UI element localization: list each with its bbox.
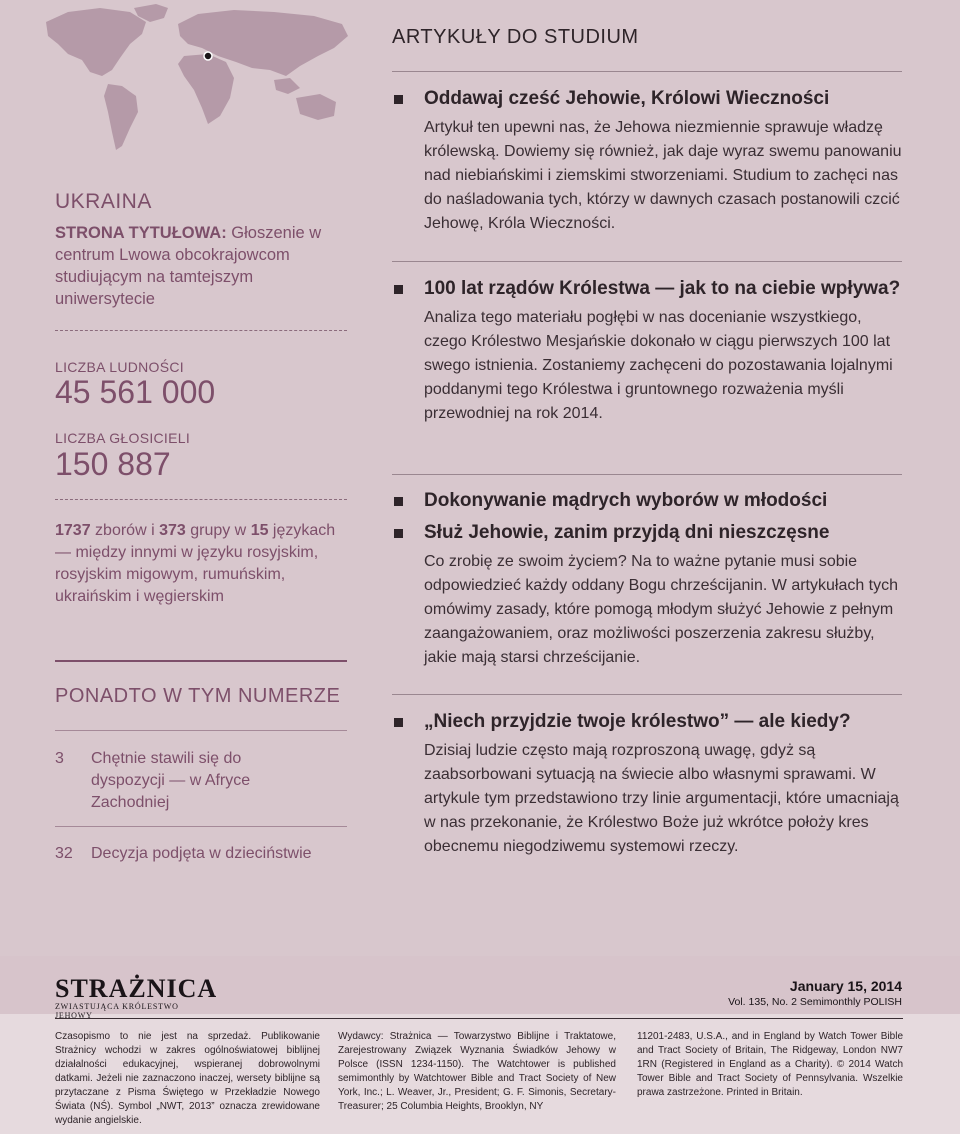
article-title xyxy=(392,88,902,110)
footer-rule xyxy=(55,1018,903,1019)
study-article[interactable] xyxy=(392,278,902,426)
bullet-square-icon xyxy=(394,95,403,104)
logo-title: STRAŻNICA xyxy=(55,974,218,1003)
bullet-square-icon xyxy=(394,718,403,727)
article-title xyxy=(392,711,902,733)
more-in-issue-heading: PONADTO W TYM NUMERZE xyxy=(55,685,341,707)
watchtower-logo xyxy=(55,974,218,1020)
article-summary: Dzisiaj ludzie często mają rozproszoną uwagę, gdyż są zaabsorbowani sytuacją na świecie albo własnymi sprawami. W artykule tym przedstawiono trzy linie argumentacji, które umacniają w nas przekonanie, że Królestwo Boże już wkrótce położy kres obecnemu niegodziwemu systemowi rzeczy. xyxy=(424,742,899,855)
toc-item[interactable] xyxy=(55,843,347,865)
bullet-square-icon xyxy=(394,497,403,506)
publishers-value: 150 887 xyxy=(55,446,171,482)
bullet-square-icon xyxy=(394,529,403,538)
languages-text: językach — między innymi w języku rosyjskim, rosyjskim migowym, rumuńskim, ukraińskim i węgierskim xyxy=(55,522,336,605)
groups-text: grupy w xyxy=(185,522,251,539)
study-article[interactable] xyxy=(392,711,902,859)
population-label: LICZBA LUDNOŚCI xyxy=(55,359,184,375)
article-divider xyxy=(392,694,902,695)
publishers-label: LICZBA GŁOSICIELI xyxy=(55,430,191,446)
article-divider xyxy=(392,474,902,475)
article-title-text: Służ Jehowie, zanim przyjdą dni nieszczęsne xyxy=(424,522,830,543)
toc-divider xyxy=(55,826,347,827)
masthead-footer xyxy=(0,956,960,1134)
dashed-divider xyxy=(55,499,347,500)
footer-text-col1: Czasopismo to nie jest na sprzedaż. Publikowanie Strażnicy wchodzi w zakres ogólnoświatowej biblijnej działalności edukacyjnej, wspieranej dobrowolnymi datkami. Jeżeli nie zaznaczono inaczej, wersety biblijne są przytaczane z Pisma Świętego w Przekładzie Nowego Świata (NŚ). Symbol „NWT, 2013” oznacza zrewidowane wydanie angielskie. xyxy=(55,1031,320,1126)
issue-volume: Vol. 135, No. 2 Semimonthly POLISH xyxy=(728,996,902,1008)
population-value: 45 561 000 xyxy=(55,374,216,410)
study-article[interactable] xyxy=(392,490,902,512)
languages-count: 15 xyxy=(250,522,269,539)
groups-count: 373 xyxy=(159,522,186,539)
congregations-count: 1737 xyxy=(55,522,91,539)
toc-page-number: 3 xyxy=(55,750,64,767)
congregations-text: zborów i xyxy=(90,522,160,539)
footer-text-col2: Wydawcy: Strażnica — Towarzystwo Biblijne i Traktatowe, Zarejestrowany Związek Wyznania Świadków Jehowy w Polsce (ISSN 1234-1150). The Watchtower is published semimonthly by Watchtower Bible and Tract Society of New York, Inc.; L. Weaver, Jr., President; G. F. Simonis, Secretary-Treasurer; 25 Columbia Heights, Brooklyn, NY xyxy=(338,1031,616,1112)
cover-text: Głoszenie w centrum Lwowa obcokrajowcom studiującym na tamtejszym uniwersytecie xyxy=(55,224,322,308)
article-title xyxy=(392,522,902,544)
article-divider xyxy=(392,261,902,262)
article-summary: Co zrobię ze swoim życiem? Na to ważne pytanie musi sobie odpowiedzieć każdy oddany Bogu chrześcijanin. W artykułach tych omówimy zasady, które pomogą młodym służyć Jehowie z pełnym zaangażowaniem, oraz możliwości poszerzenia zakresu służby, jakie mają starsi chrześcijanie. xyxy=(424,553,899,666)
toc-page-number: 32 xyxy=(55,845,73,862)
section-divider xyxy=(55,660,347,662)
article-title xyxy=(392,278,902,300)
dashed-divider xyxy=(55,330,347,331)
world-map xyxy=(38,0,358,160)
bullet-square-icon xyxy=(394,285,403,294)
article-title-text: 100 lat rządów Królestwa — jak to na ciebie wpływa? xyxy=(424,278,901,299)
study-articles-heading: ARTYKUŁY DO STUDIUM xyxy=(392,26,639,48)
toc-item[interactable] xyxy=(55,748,347,814)
cover-label: STRONA TYTUŁOWA: xyxy=(55,224,227,242)
study-article[interactable] xyxy=(392,88,902,236)
article-summary: Analiza tego materiału pogłębi w nas docenianie wszystkiego, czego Królestwo Mesjańskie dokonało w ciągu pierwszych 100 lat swego istnienia. Zostaniemy zachęceni do pozostawania lojalnymi poddanymi tego Królestwa i gruntownego rozważenia myśli przewodniej na rok 2014. xyxy=(424,309,893,422)
issue-date: January 15, 2014 xyxy=(789,978,902,994)
footer-text-col3: 11201-2483, U.S.A., and in England by Watch Tower Bible and Tract Society of Britain, The Ridgeway, London NW7 1RN (Registered in England as a Charity). © 2014 Watch Tower Bible and Tract Society of Pennsylvania. Wszelkie prawa zastrzeżone. Printed in Britain. xyxy=(637,1031,903,1098)
article-summary: Artykuł ten upewni nas, że Jehowa niezmiennie sprawuje władzę królewską. Dowiemy się również, jak daje wyraz swemu panowaniu nad niebiańskimi i ziemskimi stworzeniami. Studium to zachęci nas do naśladowania tych, którzy w dawnych czasach postanowili czcić Jehowę, Króla Wieczności. xyxy=(424,119,902,232)
toc-title: Decyzja podjęta w dzieciństwie xyxy=(91,845,312,862)
country-name: UKRAINA xyxy=(55,190,152,213)
location-marker-icon xyxy=(204,52,212,60)
logo-subtitle: ZWIASTUJĄCA KRÓLESTWO JEHOWY xyxy=(55,1002,179,1020)
article-title-text: Dokonywanie mądrych wyborów w młodości xyxy=(424,490,828,511)
toc-divider xyxy=(55,730,347,731)
article-title-text: Oddawaj cześć Jehowie, Królowi Wieczności xyxy=(424,88,830,109)
cover-caption xyxy=(55,222,347,310)
heading-rule xyxy=(392,71,902,72)
toc-title: Chętnie stawili się do dyspozycji — w Afryce Zachodniej xyxy=(91,750,251,811)
congregations-info xyxy=(55,520,347,608)
article-title xyxy=(392,490,902,512)
study-article[interactable] xyxy=(392,522,902,670)
article-title-text: „Niech przyjdzie twoje królestwo” — ale kiedy? xyxy=(424,711,851,732)
